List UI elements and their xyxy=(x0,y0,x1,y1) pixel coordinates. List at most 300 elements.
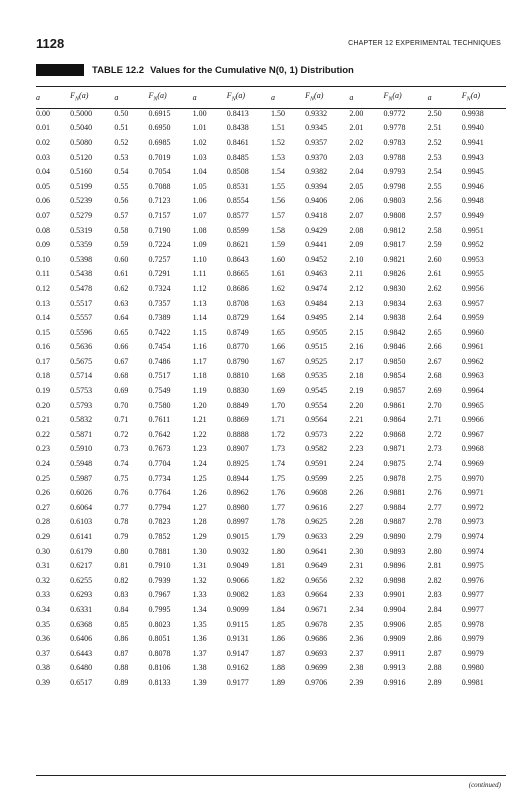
cell-fn-value: 0.9582 xyxy=(305,444,328,454)
cell-fn-value: 0.6915 xyxy=(148,108,171,118)
cell-a-value: 1.67 xyxy=(270,356,285,366)
table-row xyxy=(36,588,506,603)
cell-a-value: 2.86 xyxy=(427,634,442,644)
cell-a-value: 0.39 xyxy=(36,677,50,687)
cell-a-value: 2.20 xyxy=(349,400,364,410)
table-row xyxy=(36,442,506,457)
table-row xyxy=(36,164,506,179)
cell-fn-value: 0.8485 xyxy=(226,152,249,162)
cell-fn-value: 0.9977 xyxy=(461,590,484,600)
cell-fn-value: 0.9406 xyxy=(305,196,328,206)
cell-fn-value: 0.9893 xyxy=(383,546,406,556)
cell-a-value: 1.30 xyxy=(192,546,207,556)
cell-a-value: 0.82 xyxy=(114,575,129,585)
cell-a-value: 2.50 xyxy=(427,108,442,118)
cell-fn-value: 0.5753 xyxy=(70,386,93,396)
cell-a-value: 0.62 xyxy=(114,283,129,293)
table-row xyxy=(36,135,506,150)
cell-a-value: 2.18 xyxy=(349,371,364,381)
cell-fn-value: 0.9904 xyxy=(383,604,406,614)
header-a: a xyxy=(36,92,40,102)
cell-fn-value: 0.6443 xyxy=(70,648,93,658)
table-row xyxy=(36,617,506,632)
cell-a-value: 2.88 xyxy=(427,663,442,673)
cell-a-value: 1.54 xyxy=(270,167,285,177)
cell-fn-value: 0.9963 xyxy=(461,371,484,381)
cell-a-value: 2.13 xyxy=(349,298,364,308)
cell-a-value: 0.73 xyxy=(114,444,129,454)
table-row xyxy=(36,515,506,530)
cell-fn-value: 0.9649 xyxy=(305,561,328,571)
table-row xyxy=(36,471,506,486)
cell-fn-value: 0.9131 xyxy=(226,634,249,644)
cell-fn-value: 0.7517 xyxy=(148,371,171,381)
cell-fn-value: 0.8106 xyxy=(148,663,171,673)
cell-a-value: 0.75 xyxy=(114,473,129,483)
cell-fn-value: 0.6480 xyxy=(70,663,93,673)
cell-a-value: 1.29 xyxy=(192,532,207,542)
cell-a-value: 1.77 xyxy=(270,502,285,512)
cell-a-value: 1.25 xyxy=(192,473,207,483)
cell-a-value: 0.66 xyxy=(114,342,129,352)
cell-a-value: 2.33 xyxy=(349,590,364,600)
cell-a-value: 1.20 xyxy=(192,400,207,410)
cell-a-value: 0.83 xyxy=(114,590,129,600)
cell-fn-value: 0.5517 xyxy=(70,298,93,308)
cell-a-value: 0.60 xyxy=(114,254,129,264)
table-row xyxy=(36,427,506,442)
cell-fn-value: 0.7019 xyxy=(148,152,171,162)
cell-fn-value: 0.9913 xyxy=(383,663,406,673)
cell-a-value: 0.55 xyxy=(114,181,129,191)
cell-fn-value: 0.9535 xyxy=(305,371,328,381)
table-row xyxy=(36,281,506,296)
cell-fn-value: 0.9909 xyxy=(383,634,406,644)
cell-fn-value: 0.9564 xyxy=(305,415,328,425)
cell-fn-value: 0.9975 xyxy=(461,561,484,571)
table-row xyxy=(36,150,506,165)
cell-fn-value: 0.6217 xyxy=(70,561,93,571)
cell-fn-value: 0.9772 xyxy=(383,108,406,118)
table-row xyxy=(36,558,506,573)
cell-fn-value: 0.9633 xyxy=(305,532,328,542)
table-caption xyxy=(36,63,354,77)
cell-fn-value: 0.9495 xyxy=(305,313,328,323)
cell-fn-value: 0.9961 xyxy=(461,342,484,352)
table-row xyxy=(36,412,506,427)
cell-a-value: 1.60 xyxy=(270,254,285,264)
cell-fn-value: 0.8508 xyxy=(226,167,249,177)
cell-fn-value: 0.7995 xyxy=(148,604,171,614)
cell-a-value: 1.72 xyxy=(270,429,285,439)
cell-a-value: 0.72 xyxy=(114,429,129,439)
cell-fn-value: 0.9980 xyxy=(461,663,484,673)
cell-a-value: 2.57 xyxy=(427,210,442,220)
cell-fn-value: 0.7910 xyxy=(148,561,171,571)
cell-fn-value: 0.5040 xyxy=(70,123,93,133)
cell-fn-value: 0.5478 xyxy=(70,283,93,293)
cell-fn-value: 0.9868 xyxy=(383,429,406,439)
cell-a-value: 2.60 xyxy=(427,254,442,264)
cell-fn-value: 0.9826 xyxy=(383,269,406,279)
chapter-header: CHAPTER 12 EXPERIMENTAL TECHNIQUES xyxy=(348,40,501,47)
cell-a-value: 0.77 xyxy=(114,502,129,512)
table-row xyxy=(36,179,506,194)
cell-fn-value: 0.8023 xyxy=(148,619,171,629)
cell-fn-value: 0.9966 xyxy=(461,415,484,425)
header-fn: $F_N(a)$ xyxy=(226,91,246,103)
cell-a-value: 0.37 xyxy=(36,648,50,658)
cell-fn-value: 0.9699 xyxy=(305,663,328,673)
cell-a-value: 1.34 xyxy=(192,604,207,614)
cell-a-value: 0.23 xyxy=(36,444,50,454)
cell-a-value: 0.84 xyxy=(114,604,129,614)
cell-a-value: 2.32 xyxy=(349,575,364,585)
cell-fn-value: 0.9946 xyxy=(461,181,484,191)
table-row xyxy=(36,325,506,340)
cell-fn-value: 0.5160 xyxy=(70,167,93,177)
table-row xyxy=(36,456,506,471)
table-row xyxy=(36,340,506,355)
cell-fn-value: 0.8869 xyxy=(226,415,249,425)
header-a: a xyxy=(349,92,354,102)
cell-fn-value: 0.5871 xyxy=(70,429,93,439)
cell-fn-value: 0.5438 xyxy=(70,269,93,279)
table-row xyxy=(36,646,506,661)
cell-fn-value: 0.9979 xyxy=(461,648,484,658)
cell-a-value: 0.81 xyxy=(114,561,129,571)
cell-a-value: 2.85 xyxy=(427,619,442,629)
cell-fn-value: 0.9382 xyxy=(305,167,328,177)
cell-fn-value: 0.9625 xyxy=(305,517,328,527)
cell-fn-value: 0.7157 xyxy=(148,210,171,220)
cell-a-value: 2.82 xyxy=(427,575,442,585)
cell-a-value: 1.76 xyxy=(270,488,285,498)
cell-fn-value: 0.9973 xyxy=(461,517,484,527)
cell-a-value: 0.18 xyxy=(36,371,50,381)
cell-fn-value: 0.9554 xyxy=(305,400,328,410)
cell-fn-value: 0.9706 xyxy=(305,677,328,687)
header-fn: $F_N(a)$ xyxy=(305,91,324,103)
cell-fn-value: 0.7881 xyxy=(148,546,171,556)
cell-fn-value: 0.9906 xyxy=(383,619,406,629)
cell-a-value: 1.12 xyxy=(192,283,207,293)
cell-a-value: 0.79 xyxy=(114,532,129,542)
cell-fn-value: 0.5596 xyxy=(70,327,93,337)
cell-fn-value: 0.9788 xyxy=(383,152,406,162)
cell-a-value: 1.06 xyxy=(192,196,207,206)
cell-fn-value: 0.5714 xyxy=(70,371,93,381)
cell-fn-value: 0.5239 xyxy=(70,196,93,206)
cell-fn-value: 0.9678 xyxy=(305,619,328,629)
cell-fn-value: 0.9857 xyxy=(383,386,406,396)
cell-a-value: 0.76 xyxy=(114,488,129,498)
cell-a-value: 1.11 xyxy=(192,269,207,279)
cell-a-value: 2.78 xyxy=(427,517,442,527)
cell-a-value: 1.22 xyxy=(192,429,207,439)
cell-a-value: 2.66 xyxy=(427,342,442,352)
cell-fn-value: 0.9887 xyxy=(383,517,406,527)
cell-fn-value: 0.5120 xyxy=(70,152,93,162)
cell-fn-value: 0.9965 xyxy=(461,400,484,410)
cell-a-value: 1.75 xyxy=(270,473,285,483)
cell-fn-value: 0.7389 xyxy=(148,313,171,323)
cell-a-value: 0.70 xyxy=(114,400,129,410)
cell-a-value: 2.58 xyxy=(427,225,442,235)
cell-a-value: 0.71 xyxy=(114,415,129,425)
table-row xyxy=(36,223,506,238)
cell-a-value: 1.68 xyxy=(270,371,285,381)
cell-fn-value: 0.7324 xyxy=(148,283,171,293)
cell-a-value: 0.01 xyxy=(36,123,50,133)
cell-a-value: 0.67 xyxy=(114,356,129,366)
header-fn: $F_N(a)$ xyxy=(70,91,89,103)
cell-a-value: 1.57 xyxy=(270,210,285,220)
cell-fn-value: 0.5636 xyxy=(70,342,93,352)
cell-a-value: 2.25 xyxy=(349,473,364,483)
cell-a-value: 0.17 xyxy=(36,356,50,366)
cell-a-value: 2.89 xyxy=(427,677,442,687)
cell-a-value: 0.65 xyxy=(114,327,129,337)
table-row xyxy=(36,354,506,369)
cell-a-value: 1.70 xyxy=(270,400,285,410)
table-row xyxy=(36,194,506,209)
cell-a-value: 1.85 xyxy=(270,619,285,629)
cell-a-value: 2.63 xyxy=(427,298,442,308)
cell-a-value: 0.04 xyxy=(36,167,50,177)
cell-a-value: 2.06 xyxy=(349,196,364,206)
cell-fn-value: 0.9854 xyxy=(383,371,406,381)
cell-a-value: 1.05 xyxy=(192,181,207,191)
cell-fn-value: 0.9978 xyxy=(461,619,484,629)
cell-fn-value: 0.8749 xyxy=(226,327,249,337)
cell-fn-value: 0.5359 xyxy=(70,240,93,250)
table-row xyxy=(36,310,506,325)
cell-a-value: 2.12 xyxy=(349,283,364,293)
cell-a-value: 0.27 xyxy=(36,502,50,512)
cell-fn-value: 0.9821 xyxy=(383,254,406,264)
cell-a-value: 2.09 xyxy=(349,240,364,250)
cell-a-value: 1.37 xyxy=(192,648,207,658)
cell-fn-value: 0.8413 xyxy=(226,108,249,118)
cell-fn-value: 0.5000 xyxy=(70,108,93,118)
cell-fn-value: 0.9842 xyxy=(383,327,406,337)
cell-a-value: 0.58 xyxy=(114,225,129,235)
cell-fn-value: 0.9463 xyxy=(305,269,328,279)
cell-a-value: 2.72 xyxy=(427,429,442,439)
table-row xyxy=(36,602,506,617)
cell-fn-value: 0.9979 xyxy=(461,634,484,644)
cell-fn-value: 0.9948 xyxy=(461,196,484,206)
cell-fn-value: 0.9177 xyxy=(226,677,249,687)
cell-fn-value: 0.9953 xyxy=(461,254,484,264)
cell-fn-value: 0.9955 xyxy=(461,269,484,279)
table-row xyxy=(36,661,506,676)
caption-black-block xyxy=(36,64,84,76)
cell-a-value: 1.63 xyxy=(270,298,285,308)
cell-fn-value: 0.9525 xyxy=(305,356,328,366)
table-label: TABLE 12.2 xyxy=(92,64,145,76)
cell-fn-value: 0.9591 xyxy=(305,459,328,469)
cell-a-value: 0.09 xyxy=(36,240,50,250)
cell-a-value: 1.80 xyxy=(270,546,285,556)
header-a: a xyxy=(427,92,432,102)
cell-a-value: 2.87 xyxy=(427,648,442,658)
cell-a-value: 2.29 xyxy=(349,532,364,542)
cell-a-value: 1.13 xyxy=(192,298,207,308)
cell-fn-value: 0.9881 xyxy=(383,488,406,498)
cell-fn-value: 0.8133 xyxy=(148,677,171,687)
cell-a-value: 1.74 xyxy=(270,459,285,469)
cell-fn-value: 0.9970 xyxy=(461,473,484,483)
cell-fn-value: 0.8944 xyxy=(226,473,249,483)
cell-a-value: 2.10 xyxy=(349,254,364,264)
cell-a-value: 2.14 xyxy=(349,313,364,323)
cell-fn-value: 0.8925 xyxy=(226,459,249,469)
cell-fn-value: 0.9066 xyxy=(226,575,249,585)
cell-a-value: 1.36 xyxy=(192,634,207,644)
cell-fn-value: 0.9515 xyxy=(305,342,328,352)
cell-a-value: 0.19 xyxy=(36,386,50,396)
cell-fn-value: 0.6406 xyxy=(70,634,93,644)
cell-fn-value: 0.9545 xyxy=(305,386,328,396)
cell-a-value: 2.08 xyxy=(349,225,364,235)
cell-fn-value: 0.9850 xyxy=(383,356,406,366)
cell-a-value: 0.86 xyxy=(114,634,129,644)
cell-fn-value: 0.9798 xyxy=(383,181,406,191)
cell-a-value: 1.26 xyxy=(192,488,207,498)
cell-a-value: 0.33 xyxy=(36,590,50,600)
cell-fn-value: 0.6950 xyxy=(148,123,171,133)
header-a: a xyxy=(192,92,197,102)
cell-fn-value: 0.9960 xyxy=(461,327,484,337)
cell-a-value: 0.07 xyxy=(36,210,50,220)
cell-fn-value: 0.9861 xyxy=(383,400,406,410)
cell-a-value: 2.35 xyxy=(349,619,364,629)
cell-a-value: 2.39 xyxy=(349,677,364,687)
cell-fn-value: 0.5319 xyxy=(70,225,93,235)
cell-a-value: 0.51 xyxy=(114,123,129,133)
cell-fn-value: 0.7190 xyxy=(148,225,171,235)
cell-a-value: 2.31 xyxy=(349,561,364,571)
cell-a-value: 1.65 xyxy=(270,327,285,337)
cell-a-value: 2.36 xyxy=(349,634,364,644)
cell-a-value: 2.21 xyxy=(349,415,364,425)
cell-fn-value: 0.8643 xyxy=(226,254,249,264)
cell-a-value: 1.64 xyxy=(270,313,285,323)
cell-a-value: 2.34 xyxy=(349,604,364,614)
cell-a-value: 1.50 xyxy=(270,108,285,118)
cell-fn-value: 0.9656 xyxy=(305,575,328,585)
cell-a-value: 1.39 xyxy=(192,677,207,687)
cell-a-value: 0.29 xyxy=(36,532,50,542)
cell-fn-value: 0.8810 xyxy=(226,371,249,381)
cell-a-value: 2.55 xyxy=(427,181,442,191)
table-body xyxy=(36,106,506,690)
cell-a-value: 1.66 xyxy=(270,342,285,352)
cell-fn-value: 0.7357 xyxy=(148,298,171,308)
cell-fn-value: 0.9671 xyxy=(305,604,328,614)
cell-a-value: 2.15 xyxy=(349,327,364,337)
header-fn: $F_N(a)$ xyxy=(383,91,402,103)
cell-fn-value: 0.9971 xyxy=(461,488,484,498)
cell-fn-value: 0.8621 xyxy=(226,240,249,250)
cell-fn-value: 0.8997 xyxy=(226,517,249,527)
cell-a-value: 0.68 xyxy=(114,371,129,381)
cell-fn-value: 0.7764 xyxy=(148,488,171,498)
cell-a-value: 0.06 xyxy=(36,196,50,206)
cell-fn-value: 0.9981 xyxy=(461,677,484,687)
cell-a-value: 1.24 xyxy=(192,459,207,469)
cell-fn-value: 0.9686 xyxy=(305,634,328,644)
cell-fn-value: 0.8849 xyxy=(226,400,249,410)
cell-fn-value: 0.9616 xyxy=(305,502,328,512)
header-fn: $F_N(a)$ xyxy=(148,91,167,103)
cell-a-value: 0.28 xyxy=(36,517,50,527)
cell-fn-value: 0.8962 xyxy=(226,488,249,498)
cell-a-value: 1.58 xyxy=(270,225,285,235)
cell-a-value: 0.78 xyxy=(114,517,129,527)
cell-a-value: 0.56 xyxy=(114,196,129,206)
cell-a-value: 2.59 xyxy=(427,240,442,250)
cell-fn-value: 0.9808 xyxy=(383,210,406,220)
cell-a-value: 1.78 xyxy=(270,517,285,527)
cell-a-value: 1.59 xyxy=(270,240,285,250)
cell-fn-value: 0.8830 xyxy=(226,386,249,396)
cell-fn-value: 0.9875 xyxy=(383,459,406,469)
cell-a-value: 2.23 xyxy=(349,444,364,454)
cell-a-value: 2.27 xyxy=(349,502,364,512)
cell-a-value: 0.10 xyxy=(36,254,50,264)
cell-a-value: 1.23 xyxy=(192,444,207,454)
cell-fn-value: 0.7088 xyxy=(148,181,171,191)
cell-a-value: 2.00 xyxy=(349,108,364,118)
cell-fn-value: 0.7291 xyxy=(148,269,171,279)
cell-a-value: 2.17 xyxy=(349,356,364,366)
cell-fn-value: 0.8907 xyxy=(226,444,249,454)
cell-fn-value: 0.9693 xyxy=(305,648,328,658)
cell-fn-value: 0.9429 xyxy=(305,225,328,235)
cell-a-value: 1.53 xyxy=(270,152,285,162)
table-bottom-rule xyxy=(36,775,506,776)
cell-fn-value: 0.9357 xyxy=(305,137,328,147)
cell-a-value: 2.52 xyxy=(427,137,442,147)
cell-a-value: 0.03 xyxy=(36,152,50,162)
cell-fn-value: 0.9940 xyxy=(461,123,484,133)
cell-fn-value: 0.6141 xyxy=(70,532,93,542)
header-a: a xyxy=(270,92,275,102)
cell-fn-value: 0.9871 xyxy=(383,444,406,454)
cell-fn-value: 0.9916 xyxy=(383,677,406,687)
cell-a-value: 2.62 xyxy=(427,283,442,293)
cell-fn-value: 0.8770 xyxy=(226,342,249,352)
table-row xyxy=(36,106,506,121)
cell-a-value: 0.15 xyxy=(36,327,50,337)
cell-fn-value: 0.9778 xyxy=(383,123,406,133)
cell-fn-value: 0.8078 xyxy=(148,648,171,658)
cell-a-value: 0.57 xyxy=(114,210,129,220)
cell-a-value: 0.11 xyxy=(36,269,50,279)
cell-fn-value: 0.9938 xyxy=(461,108,484,118)
cell-fn-value: 0.9793 xyxy=(383,167,406,177)
cell-fn-value: 0.6517 xyxy=(70,677,93,687)
cell-fn-value: 0.9783 xyxy=(383,137,406,147)
cell-a-value: 1.61 xyxy=(270,269,285,279)
cell-a-value: 1.19 xyxy=(192,386,207,396)
table-header-row xyxy=(36,88,506,106)
cell-fn-value: 0.9484 xyxy=(305,298,328,308)
cell-a-value: 1.79 xyxy=(270,532,285,542)
